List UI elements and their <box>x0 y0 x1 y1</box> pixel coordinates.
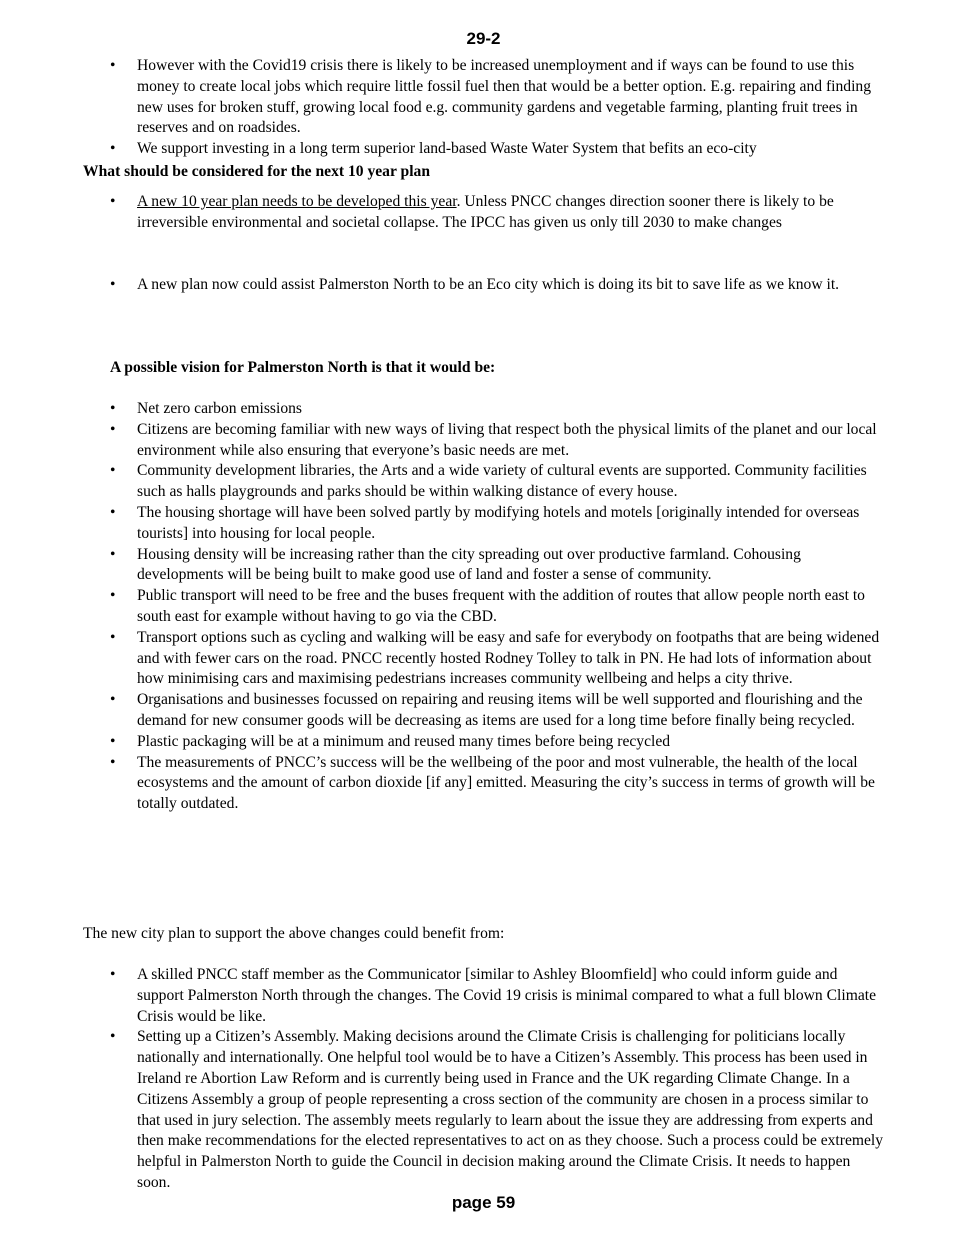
underlined-text: A new 10 year plan needs to be developed this year <box>137 193 457 210</box>
bullet-icon: • <box>110 587 116 605</box>
list-item-text: However with the Covid19 crisis there is likely to be increased unemployment and if ways can be found to use this money to create local jobs which require little fossil fuel then that would be a better option. E.g. repairing and finding new uses for broken stuff, growing local food e.g. community gardens and vegetable farming, planting fruit trees in reserves and on roadsides. <box>137 57 871 137</box>
bullet-icon: • <box>110 400 116 417</box>
list-item-text: A new plan now could assist Palmerston North to be an Eco city which is doing its bit to save life as we know it. <box>137 276 840 293</box>
list-item <box>0 399 885 420</box>
bullet-icon: • <box>110 276 116 293</box>
list-item-text: The measurements of PNCC’s success will be the wellbeing of the poor and most vulnerable, the health of the local ecosystems and the amount of carbon dioxide [if any] emitted. Measuring the city’s success in terms of growth will be totally outdated. <box>137 753 875 813</box>
bullet-icon: • <box>110 753 116 771</box>
list-item <box>0 503 885 545</box>
list-item-text: Housing density will be increasing rather than the city spreading out over productive farmland. Cohousing developments will be being built to make good use of land and foster a sense of community. <box>137 545 801 584</box>
list-item <box>0 586 885 628</box>
bullet-icon: • <box>110 691 116 709</box>
list-item <box>0 732 885 753</box>
bullet-icon: • <box>110 503 116 521</box>
list-item <box>0 56 885 139</box>
bullet-icon: • <box>110 140 116 158</box>
list-item-text: Citizens are becoming familiar with new ways of living that respect both the physical limits of the planet and our local environment while also ensuring that everyone’s basic needs are met. <box>137 420 877 459</box>
next-plan-bullet-list-2 <box>0 275 967 296</box>
page-header-number: 29-2 <box>466 29 501 48</box>
bullet-icon: • <box>110 545 116 563</box>
list-item <box>0 461 885 503</box>
bullet-icon: • <box>110 193 116 210</box>
list-item <box>0 275 885 296</box>
bullet-icon: • <box>110 420 116 438</box>
list-item-text: Setting up a Citizen’s Assembly. Making decisions around the Climate Crisis is challenging for politicians locally nationally and internationally. One helpful tool would be to have a Citizen’s Assembly. This process has been used in Ireland re Abortion Law Reform and is currently being used in France and the UK regarding Climate Change. In a Citizens Assembly a group of people representing a cross section of the community are chosen in a process similar to that used in jury selection. The assembly meets regularly to learn about the issue they are addressing from experts and then make recommendations for the elected representatives to act on as they choose. Such a process could be extremely helpful in Palmerston North to guide the Council in decision making around the Climate Crisis. It needs to happen soon. <box>137 1028 884 1191</box>
list-item-text: Transport options such as cycling and walking will be easy and safe for everybody on footpaths that are being widened and with fewer cars on the road. PNCC recently hosted Rodney Tolley to talk in PN. He had lots of information about how minimising cars and maximising pedestrians increases community wellbeing and helps a city thrive. <box>137 628 880 688</box>
list-item-text: . Unless PNCC changes direction sooner there is likely to be irreversible environmental and societal collapse. The IPCC has given us only till 2030 to make changes <box>137 193 834 231</box>
list-item <box>0 965 885 1027</box>
list-item-text: Organisations and businesses focussed on repairing and reusing items will be well supported and flourishing and the demand for new consumer goods will be decreasing as items are used for a long time before finally being recycled. <box>137 691 863 729</box>
bullet-icon: • <box>110 966 116 983</box>
list-item <box>0 545 885 587</box>
list-item <box>0 690 885 732</box>
list-item-text: A skilled PNCC staff member as the Communicator [similar to Ashley Bloomfield] who could inform guide and support Palmerston North through the changes. The Covid 19 crisis is minimal compared to what a full blown Climate Crisis would be like. <box>137 966 876 1025</box>
list-item-text: Public transport will need to be free and the buses frequent with the addition of routes that allow people north east to south east for example without having to go via the CBD. <box>137 587 865 625</box>
list-item <box>0 753 885 815</box>
list-item-text: The housing shortage will have been solved partly by modifying hotels and motels [originally intended for overseas tourists] into housing for local people. <box>137 503 860 542</box>
bullet-icon: • <box>110 462 116 480</box>
bullet-icon: • <box>110 732 116 750</box>
bullet-icon: • <box>110 57 116 74</box>
list-item <box>0 139 885 160</box>
section-heading-vision: A possible vision for Palmerston North is that it would be: <box>110 359 496 376</box>
list-item <box>0 420 885 462</box>
bullet-icon: • <box>110 628 116 646</box>
list-item-text: Plastic packaging will be at a minimum and reused many times before being recycled <box>137 732 671 750</box>
list-item-text: Community development libraries, the Arts and a wide variety of cultural events are supported. Community facilities such as halls playgrounds and parks should be within walking distance of every house. <box>137 462 867 501</box>
section-heading-next-plan: What should be considered for the next 10 year plan <box>83 163 430 180</box>
next-plan-bullet-list <box>0 192 967 234</box>
bullet-icon: • <box>110 1028 116 1046</box>
list-item-text: We support investing in a long term superior land-based Waste Water System that befits an eco-city <box>137 140 757 158</box>
city-plan-intro: The new city plan to support the above changes could benefit from: <box>83 925 505 942</box>
page-footer-number: page 59 <box>451 1193 516 1212</box>
intro-bullet-list <box>0 56 967 160</box>
city-plan-bullet-list <box>0 965 967 1194</box>
vision-bullet-list <box>0 399 967 815</box>
list-item <box>0 628 885 690</box>
list-item-text: Net zero carbon emissions <box>137 400 302 417</box>
list-item <box>0 192 885 234</box>
list-item <box>0 1027 885 1193</box>
